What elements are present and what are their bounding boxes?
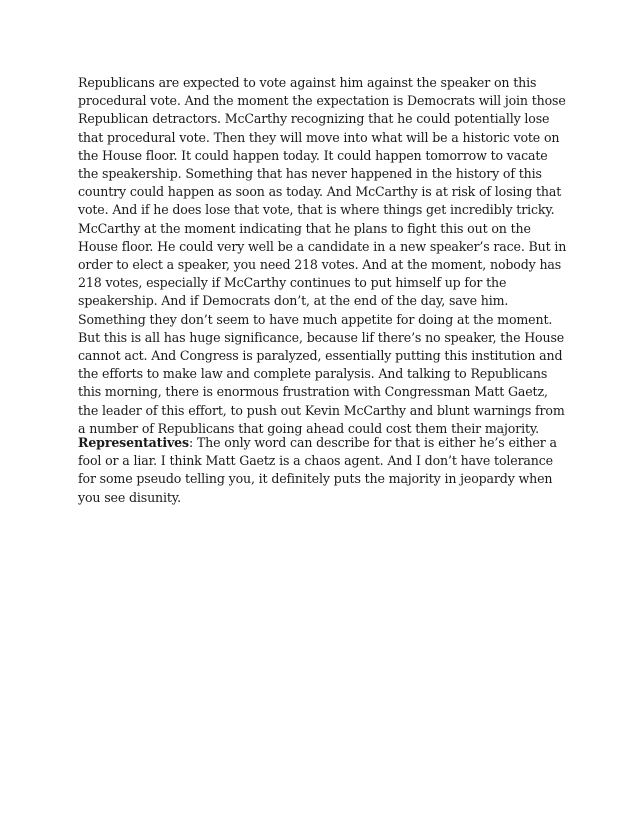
quote-text-container [78,434,568,507]
speaker-label: Representatives [78,435,189,450]
speaker-separator: : [188,435,194,450]
transcript-paragraph [78,74,568,438]
quote-paragraph [78,434,568,507]
paragraph-text: Republicans are expected to vote against him against the speaker on this procedural vote. And the moment the expectation is Democrats will join those Republican detractors. McCarthy recognizing that he could potentially lose that procedural vote. Then they will move into what will be a historic vote on the House floor. It could happen today. It could happen tomorrow to vacate the speakership. Something that has never happened in the history of this country could happen as soon as today. And McCarthy is at risk of losing that vote. And if he does lose that vote, that is where things get incredibly tricky. McCarthy at the moment indicating that he plans to fight this out on the House floor. He could very well be a candidate in a new speaker’s race. But in order to elect a speaker, you need 218 votes. And at the moment, nobody has 218 votes, especially if McCarthy continues to put himself up for the speakership. And if Democrats don’t, at the end of the day, save him. Something they don’t seem to have much appetite for doing at the moment. But this is all has huge significance, because lif there’s no speaker, the House cannot act. And Congress is paralyzed, essentially putting this institution and the efforts to make law and complete paralysis. And talking to Republicans this morning, there is enormous frustration with Congressman Matt Gaetz, the leader of this effort, to push out Kevin McCarthy and blunt warnings from a number of Republicans that going ahead could cost them their majority. [78,75,567,436]
quote-text: The only word can describe for that is either he’s either a fool or a liar. I think Matt Gaetz is a chaos agent. And I don’t have tolerance for some pseudo telling you, it definitely puts the majority in jeopardy when you see disunity. [78,435,557,505]
